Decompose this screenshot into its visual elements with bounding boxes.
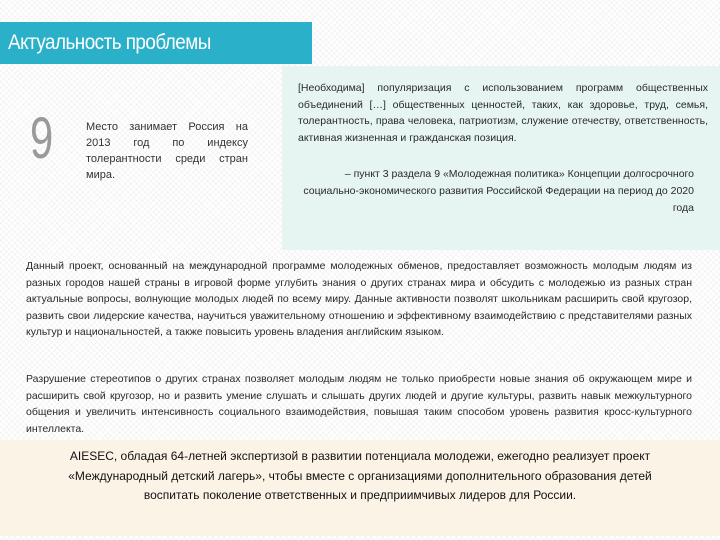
quote-text: [Необходима] популяризация с использованием программ общественных объединений […] общественных ценностей, таких, как здоровье, труд, семья, толерантность, права человека, патриотизм, служение отечеству, ответственность, активная жизненная и гражданская позиция. (298, 82, 708, 144)
page-title: Актуальность проблемы (8, 31, 211, 54)
title-bar (0, 22, 312, 64)
rank-number: 9 (30, 106, 54, 171)
rank-description: Место занимает Россия на 2013 год по индексу толерантности среди стран мира. (86, 121, 248, 181)
conclusion-text: AIESEC, обладая 64-летней экспертизой в развитии потенциала молодежи, ежегодно реализует проект «Международный детский лагерь», чтобы вместе с организациями дополнительного образования детей воспитать поколение ответственных и предприимчивых лидеров для России. (68, 449, 652, 502)
conclusion-box (0, 440, 720, 536)
quote-box (282, 66, 720, 250)
quote-source: – пункт 3 раздела 9 «Молодежная политика» Концепции долгосрочного социально-экономического развития Российской Федерации на период до 2020 года (303, 168, 694, 214)
paragraph-stereotypes: Разрушение стереотипов о других странах позволяет молодым людям не только приобрести новые знания об окружающем мире и расширить свой кругозор, но и развить умение слушать и слышать других людей и другие культуры, развить навык межкультурного общения и увеличить интенсивность социального взаимодействия, повышая таким способом уровень развития кросс-культурного интеллекта. (26, 373, 692, 435)
paragraph-project: Данный проект, основанный на международной программе молодежных обменов, предоставляет возможность молодым людям из разных городов нашей страны в игровой форме углубить знания о других странах мира и обсудить с молодежью из разных стран актуальные вопросы, волнующие молодых людей по всему миру. Данные активности позволят школьникам расширить свой кругозор, развить свои лидерские качества, научиться уважительному отношению и эффективному взаимодействию с представителями разных культур и национальностей, а также повысить уровень владения английским языком. (26, 260, 692, 338)
